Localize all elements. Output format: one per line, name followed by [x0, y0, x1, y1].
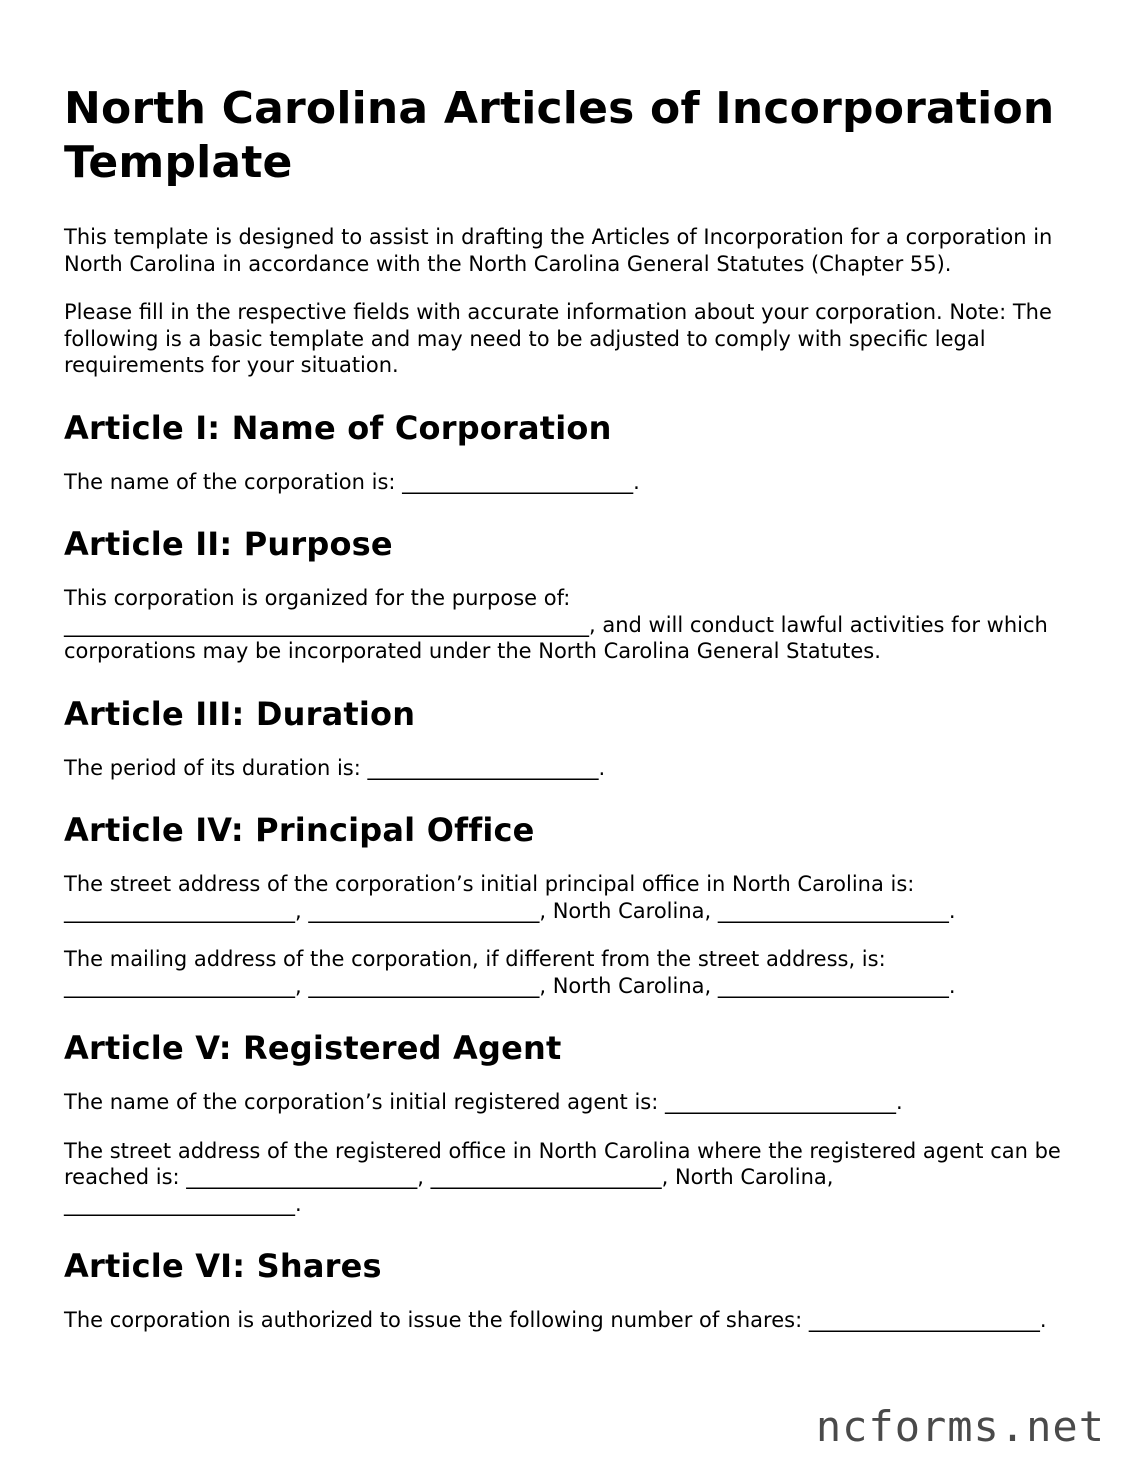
article-1-text: The name of the corporation is: ______________________. — [64, 469, 640, 494]
article-5-office-address: The street address of the registered office in North Carolina where the registered agent can be reached is: ______________________, ______________________, North Carolina, ______________________. — [64, 1138, 1061, 1216]
article-3-heading: Article III: Duration — [64, 694, 416, 733]
article-4-street-address: The street address of the corporation’s initial principal office in North Carolina is: ______________________, ______________________, North Carolina, ______________________. — [64, 872, 956, 923]
intro-paragraph-1: This template is designed to assist in drafting the Articles of Incorporation for a corporation in North Carolina in accordance with the North Carolina General Statutes (Chapter 55). — [64, 225, 1053, 276]
article-1-heading: Article I: Name of Corporation — [64, 408, 612, 447]
article-5-agent-name: The name of the corporation’s initial registered agent is: ______________________. — [64, 1090, 903, 1114]
article-6-heading: Article VI: Shares — [64, 1247, 382, 1285]
document-page — [64, 82, 1074, 1356]
intro-paragraph-2: Please fill in the respective fields with accurate information about your corporation. Note: The following is a basic template and may need to be adjusted to comply with specific legal requirements for your situation. — [64, 300, 1052, 377]
document-title: North Carolina Articles of Incorporation Template — [64, 83, 1055, 188]
site-watermark: ncforms.net — [815, 1402, 1105, 1451]
article-2-section — [64, 525, 1074, 665]
article-3-text: The period of its duration is: ______________________. — [64, 755, 606, 780]
article-4-mailing-address: The mailing address of the corporation, if different from the street address, is: ______________________, ______________________, North Carolina, ______________________. — [64, 947, 956, 998]
article-2-text: This corporation is organized for the purpose of: __________________________________________________, and will conduct lawful activities for which corporations may be incorporated under the North Carolina General Statutes. — [64, 586, 1048, 663]
article-4-heading: Article IV: Principal Office — [64, 811, 535, 849]
article-6-text: The corporation is authorized to issue the following number of shares: ______________________. — [64, 1308, 1047, 1332]
article-2-heading: Article II: Purpose — [64, 525, 393, 563]
article-3-section — [64, 695, 1074, 782]
article-6-section — [64, 1247, 1074, 1334]
article-5-section — [64, 1029, 1074, 1217]
article-5-heading: Article V: Registered Agent — [64, 1029, 562, 1067]
article-1-section — [64, 409, 1074, 496]
article-4-section — [64, 811, 1074, 999]
